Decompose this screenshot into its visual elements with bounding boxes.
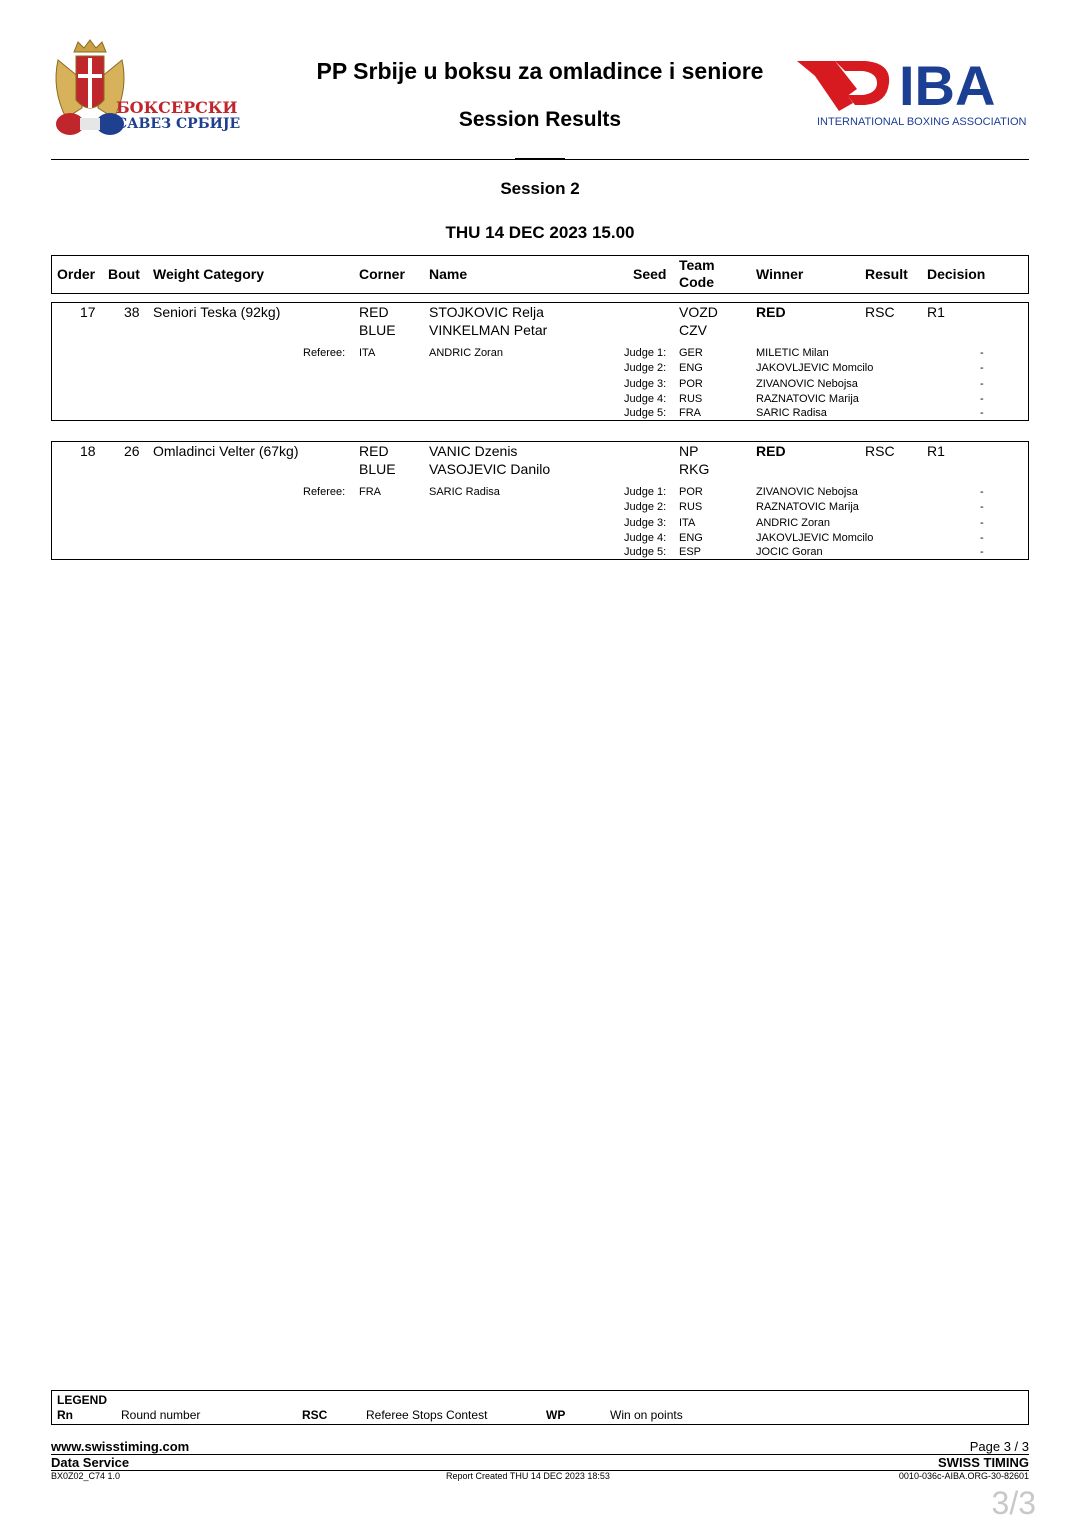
red-team-code: VOZD [679, 304, 718, 320]
col-bout: Bout [108, 266, 140, 282]
red-corner-label: RED [359, 304, 389, 320]
table-header [51, 255, 1029, 294]
judge-country: ENG [679, 532, 703, 544]
judge-name: SARIC Radisa [756, 407, 827, 419]
referee-name: SARIC Radisa [429, 486, 500, 498]
judge-country: ITA [679, 517, 696, 529]
red-corner-label: RED [359, 443, 389, 459]
page-title: PP Srbije u boksu za omladince i seniore [316, 58, 764, 84]
bout-order: 17 [80, 304, 96, 320]
footer-divider [51, 1454, 1029, 1455]
col-weight: Weight Category [153, 266, 264, 282]
session-name: Session 2 [500, 179, 580, 198]
page-watermark: 3/3 [991, 1485, 1036, 1521]
judge-score: - [980, 393, 984, 405]
judge-score: - [980, 347, 984, 359]
judge-name: RAZNATOVIC Marija [756, 393, 859, 405]
blue-boxer-name: VINKELMAN Petar [429, 322, 548, 338]
judge-name: JOCIC Goran [756, 546, 823, 558]
col-team-line2: Code [679, 274, 714, 290]
judge-name: RAZNATOVIC Marija [756, 501, 859, 513]
header-divider-mark [515, 158, 565, 160]
judge-label: Judge 4: [624, 532, 667, 544]
referee-country: ITA [359, 347, 376, 359]
judge-score: - [980, 532, 984, 544]
judge-label: Judge 2: [624, 362, 667, 374]
blue-corner-label: BLUE [359, 461, 396, 477]
winner: RED [756, 304, 786, 320]
decision: R1 [927, 304, 945, 320]
result: RSC [865, 304, 895, 320]
swiss-timing-brand: SWISS TIMING [938, 1455, 1029, 1470]
report-created: Report Created THU 14 DEC 2023 18:53 [446, 1471, 610, 1481]
judge-country: RUS [679, 393, 703, 405]
judge-country: FRA [679, 407, 701, 419]
red-boxer-name: STOJKOVIC Relja [429, 304, 544, 320]
bout-row [51, 441, 1029, 560]
judge-name: ZIVANOVIC Nebojsa [756, 378, 858, 390]
judge-country: RUS [679, 501, 703, 513]
col-order: Order [57, 266, 96, 282]
judge-score: - [980, 362, 984, 374]
iba-logo-text: IBA [899, 54, 996, 117]
judge-score: - [980, 517, 984, 529]
col-winner: Winner [756, 266, 804, 282]
judge-name: JAKOVLJEVIC Momcilo [756, 532, 874, 544]
judge-name: ZIVANOVIC Nebojsa [756, 486, 858, 498]
page-subtitle: Session Results [458, 108, 622, 131]
iba-logo [795, 55, 1030, 130]
doc-code: BX0Z02_C74 1.0 [51, 1471, 121, 1481]
col-decision: Decision [927, 266, 986, 282]
decision: R1 [927, 443, 945, 459]
legend-desc: Win on points [610, 1408, 683, 1422]
judge-label: Judge 3: [624, 517, 667, 529]
red-team-code: NP [679, 443, 699, 459]
judge-country: ENG [679, 362, 703, 374]
judge-name: MILETIC Milan [756, 347, 829, 359]
judge-label: Judge 2: [624, 501, 667, 513]
col-corner: Corner [359, 266, 405, 282]
judge-label: Judge 1: [624, 347, 667, 359]
blue-team-code: RKG [679, 461, 710, 477]
legend-desc: Round number [121, 1408, 201, 1422]
red-boxer-name: VANIC Dzenis [429, 443, 518, 459]
judge-country: POR [679, 486, 703, 498]
legend-box [51, 1390, 1029, 1425]
judge-label: Judge 4: [624, 393, 667, 405]
iba-logo-caption: INTERNATIONAL BOXING ASSOCIATION [817, 116, 1027, 128]
judge-score: - [980, 486, 984, 498]
bout-number: 38 [124, 304, 140, 320]
judge-country: ESP [679, 546, 702, 558]
referee-name: ANDRIC Zoran [429, 347, 503, 359]
website-link[interactable]: www.swisstiming.com [51, 1439, 190, 1454]
col-seed: Seed [633, 266, 667, 282]
judge-country: POR [679, 378, 703, 390]
col-result: Result [865, 266, 908, 282]
referee-label: Referee: [303, 347, 346, 359]
referee-label: Referee: [303, 486, 346, 498]
judge-label: Judge 5: [624, 546, 667, 558]
col-team-line1: Team [679, 257, 715, 273]
federation-logo-text-2: САВЕЗ СРБИЈЕ [116, 116, 241, 132]
blue-team-code: CZV [679, 322, 707, 338]
bout-row [51, 302, 1029, 421]
legend-code: Rn [57, 1408, 73, 1422]
judge-score: - [980, 546, 984, 558]
legend-code: RSC [302, 1408, 328, 1422]
bout-number: 26 [124, 443, 140, 459]
blue-corner-label: BLUE [359, 322, 396, 338]
reference-code: 0010-036c-AIBA.ORG-30-82601 [898, 1471, 1029, 1481]
bout-weight: Omladinci Velter (67kg) [153, 443, 299, 459]
session-datetime: THU 14 DEC 2023 15.00 [445, 223, 635, 242]
judge-label: Judge 1: [624, 486, 667, 498]
judge-score: - [980, 378, 984, 390]
judge-name: JAKOVLJEVIC Momcilo [756, 362, 874, 374]
col-name: Name [429, 266, 468, 282]
legend-desc: Referee Stops Contest [366, 1408, 488, 1422]
winner: RED [756, 443, 786, 459]
federation-logo-text-1: БОКСЕРСКИ [116, 98, 238, 117]
judge-score: - [980, 407, 984, 419]
bout-weight: Seniori Teska (92kg) [153, 304, 281, 320]
page-number: Page 3 / 3 [969, 1439, 1029, 1454]
judge-country: GER [679, 347, 703, 359]
data-service-label: Data Service [51, 1455, 130, 1470]
referee-country: FRA [359, 486, 381, 498]
blue-boxer-name: VASOJEVIC Danilo [429, 461, 551, 477]
judge-label: Judge 3: [624, 378, 667, 390]
judge-label: Judge 5: [624, 407, 667, 419]
bout-order: 18 [80, 443, 96, 459]
judge-score: - [980, 501, 984, 513]
judge-name: ANDRIC Zoran [756, 517, 830, 529]
result: RSC [865, 443, 895, 459]
legend-title: LEGEND [57, 1393, 108, 1407]
legend-code: WP [546, 1408, 566, 1422]
